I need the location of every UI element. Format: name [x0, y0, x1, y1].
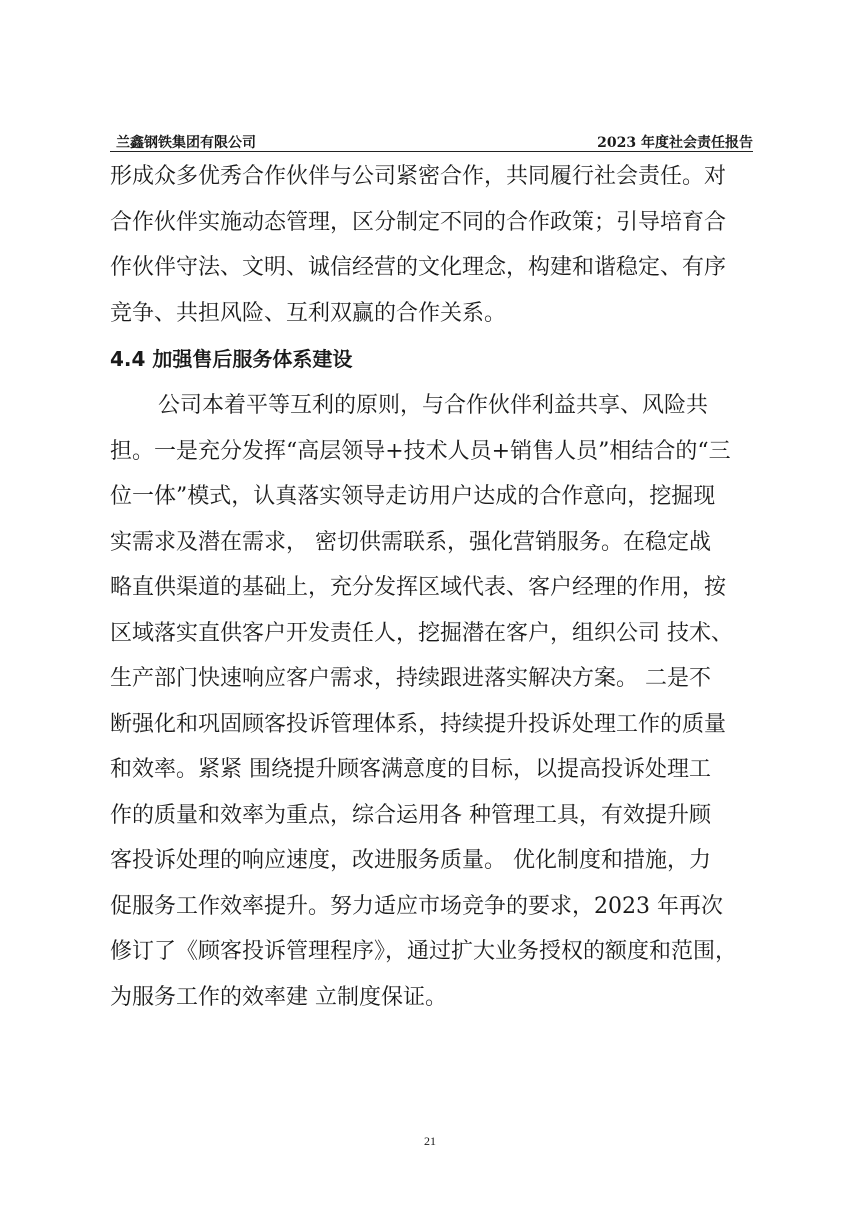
report-title: 2023 年度社会责任报告 — [597, 135, 753, 151]
paragraph-after-sales — [110, 383, 760, 1020]
text-line: 和效率。紧紧 围绕提升顾客满意度的目标，以提高投诉处理工 — [110, 757, 711, 782]
page-body — [110, 154, 760, 1020]
text-line: 区域落实直供客户开发责任人，挖掘潜在客户，组织公司 技术、 — [110, 620, 733, 646]
header-divider — [110, 151, 753, 152]
page-header — [110, 132, 753, 154]
text-line: 形成众多优秀合作伙伴与公司紧密合作，共同履行社会责任。对 — [110, 164, 727, 189]
text-line: 生产部门快速响应客户需求，持续跟进落实解决方案。 二是不 — [110, 666, 711, 691]
text-line: 客投诉处理的响应速度，改进服务质量。 优化制度和措施，力 — [110, 848, 711, 873]
text-line: 修订了《顾客投诉管理程序》，通过扩大业务授权的额度和范围， — [110, 939, 738, 964]
text-line: 为服务工作的效率建 立制度保证。 — [110, 984, 447, 1010]
page-number: 21 — [424, 1134, 436, 1148]
text-line: 断强化和巩固顾客投诉管理体系，持续提升投诉处理工作的质量 — [110, 711, 727, 737]
text-line: 竞争、共担风险、互利双赢的合作关系。 — [110, 300, 507, 326]
text-line: 作伙伴守法、文明、诚信经营的文化理念，构建和谐稳定、有序 — [110, 255, 727, 280]
text-line: 合作伙伴实施动态管理，区分制定不同的合作政策；引导培育合 — [110, 209, 727, 235]
text-line: 实需求及潜在需求， 密切供需联系，强化营销服务。在稳定战 — [110, 529, 711, 555]
paragraph-partnership — [110, 154, 760, 336]
text-line: 促服务工作效率提升。努力适应市场竞争的要求，2023 年再次 — [110, 893, 723, 919]
text-line: 公司本着平等互利的原则，与合作伙伴利益共享、风险共 — [158, 393, 709, 418]
text-line: 作的质量和效率为重点，综合运用各 种管理工具，有效提升顾 — [110, 802, 711, 828]
section-heading: 4.4 加强售后服务体系建设 — [110, 347, 353, 371]
text-line: 担。一是充分发挥“高层领导+技术人员+销售人员”相结合的“三 — [110, 438, 731, 464]
company-name: 兰鑫钢铁集团有限公司 — [116, 135, 256, 151]
text-line: 略直供渠道的基础上，充分发挥区域代表、客户经理的作用，按 — [110, 575, 727, 600]
text-line: 位一体”模式，认真落实领导走访用户达成的合作意向，挖掘现 — [110, 484, 716, 509]
